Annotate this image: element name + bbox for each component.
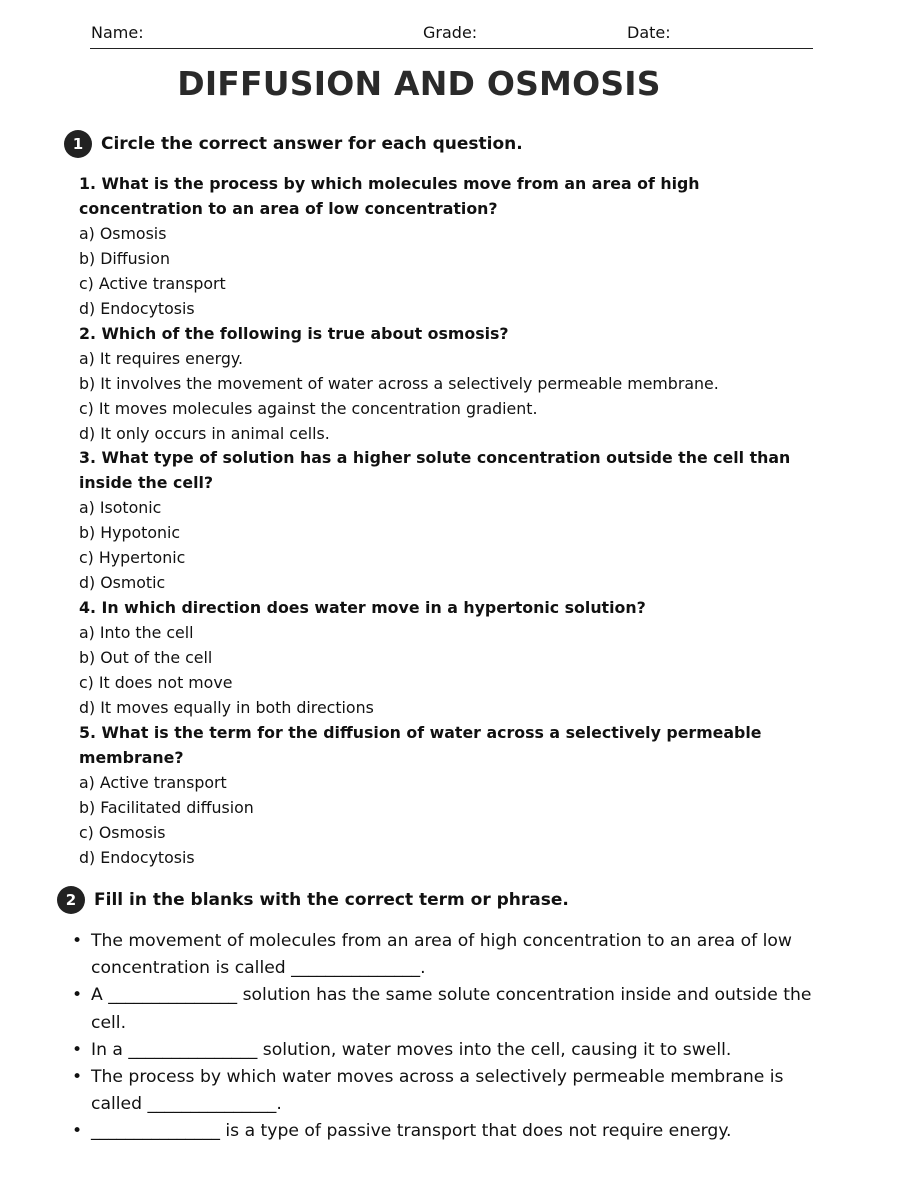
fill-in-text: A _______________ solution has the same solute concentration inside and outside the cell. (91, 985, 812, 1033)
answer-option[interactable]: a) Into the cell (79, 623, 194, 643)
answer-option[interactable]: c) It does not move (79, 673, 233, 693)
answer-option[interactable]: b) Diffusion (79, 248, 170, 268)
bullet-icon: • (72, 931, 83, 951)
fill-in-text: The process by which water moves across a selectively permeable membrane is called _______________. (91, 1067, 784, 1115)
question-prompt: 5. What is the term for the diffusion of water across a selectively permeable membrane? (79, 722, 762, 767)
fill-in-item (72, 1064, 822, 1118)
answer-option[interactable]: c) Active transport (79, 273, 226, 293)
answer-option[interactable]: c) Hypertonic (79, 548, 186, 568)
section-2-header (57, 886, 569, 914)
question-block (79, 721, 824, 871)
section-1-number-badge: 1 (64, 130, 92, 158)
answer-option[interactable]: d) It only occurs in animal cells. (79, 423, 330, 443)
section-2-number-badge: 2 (57, 886, 85, 914)
answer-option[interactable]: c) Osmosis (79, 822, 166, 842)
question-prompt: 2. Which of the following is true about osmosis? (79, 323, 509, 343)
question-prompt: 4. In which direction does water move in a hypertonic solution? (79, 598, 646, 618)
date-label: Date: (627, 23, 671, 42)
answer-option[interactable]: c) It moves molecules against the concentration gradient. (79, 398, 538, 418)
answer-option[interactable]: a) Isotonic (79, 498, 162, 518)
bullet-icon: • (72, 1121, 83, 1142)
answer-option[interactable]: a) It requires energy. (79, 348, 243, 368)
answer-option[interactable]: b) Facilitated diffusion (79, 797, 254, 817)
question-prompt: 1. What is the process by which molecules move from an area of high concentration to an area of low concentration? (79, 174, 700, 218)
answer-option[interactable]: d) Osmotic (79, 573, 166, 593)
answer-option[interactable]: d) It moves equally in both directions (79, 698, 374, 718)
question-block (79, 172, 824, 322)
fill-in-list (72, 928, 822, 1146)
fill-in-text: In a _______________ solution, water moves into the cell, causing it to swell. (91, 1039, 732, 1060)
header-line (90, 22, 813, 49)
fill-in-item (72, 1118, 822, 1145)
answer-option[interactable]: d) Endocytosis (79, 847, 195, 867)
page-title: DIFFUSION AND OSMOSIS (177, 64, 661, 103)
question-list (79, 172, 824, 871)
answer-option[interactable]: a) Active transport (79, 772, 227, 792)
question-block (79, 596, 824, 721)
bullet-icon: • (72, 985, 83, 1006)
section-1-instruction: Circle the correct answer for each question. (101, 134, 523, 154)
fill-in-item (72, 928, 822, 982)
name-label: Name: (91, 23, 144, 42)
section-1-header (64, 130, 523, 158)
bullet-icon: • (72, 1067, 83, 1088)
fill-in-item (72, 1037, 822, 1064)
grade-label: Grade: (423, 23, 478, 42)
section-2-instruction: Fill in the blanks with the correct term or phrase. (94, 890, 569, 910)
fill-in-item (72, 982, 822, 1036)
fill-in-text: The movement of molecules from an area of high concentration to an area of low concentration is called _______________. (91, 931, 792, 979)
answer-option[interactable]: b) Hypotonic (79, 523, 181, 543)
fill-in-text: _______________ is a type of passive transport that does not require energy. (91, 1121, 732, 1142)
answer-option[interactable]: b) Out of the cell (79, 648, 213, 668)
question-prompt: 3. What type of solution has a higher solute concentration outside the cell than inside the cell? (79, 448, 791, 493)
question-block (79, 446, 824, 596)
bullet-icon: • (72, 1039, 83, 1060)
answer-option[interactable]: d) Endocytosis (79, 298, 195, 318)
answer-option[interactable]: b) It involves the movement of water across a selectively permeable membrane. (79, 373, 719, 393)
question-block (79, 322, 824, 447)
answer-option[interactable]: a) Osmosis (79, 223, 167, 243)
